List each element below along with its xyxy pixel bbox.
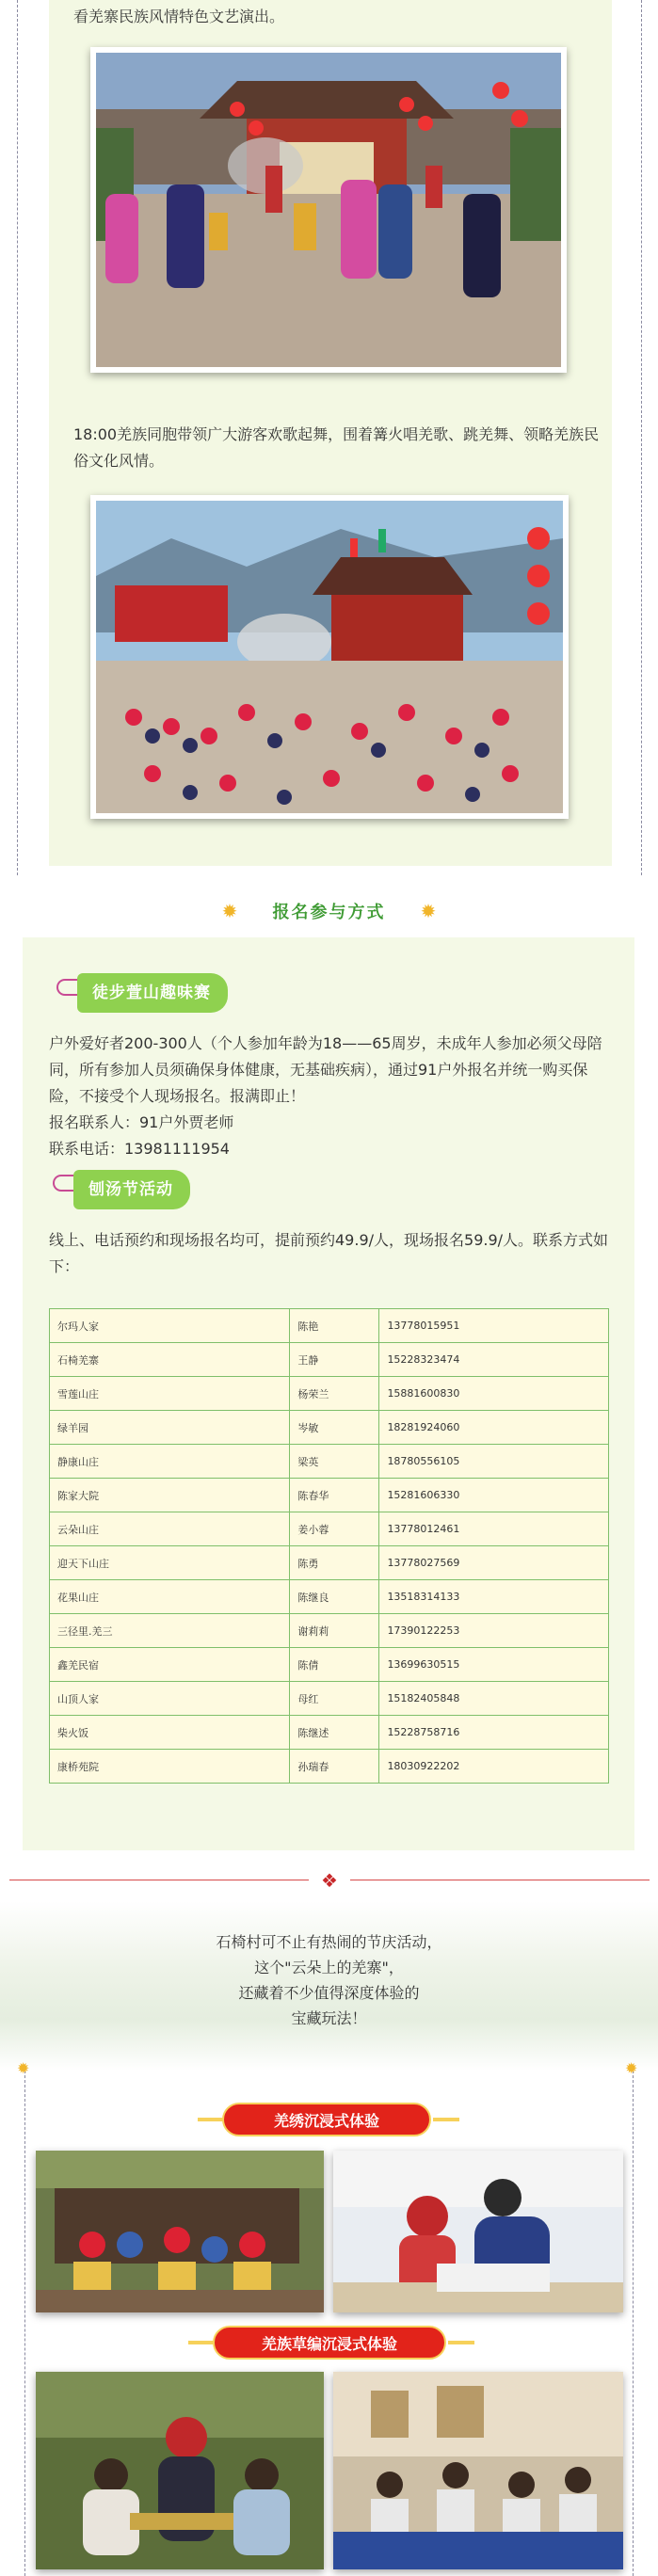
photo-straw-weaving [36,2372,324,2569]
contact-phone: 18780556105 [379,1445,609,1479]
contact-name: 岑敏 [290,1411,379,1445]
contact-phone: 17390122253 [379,1614,609,1648]
hike-tag: 徒步萱山趣味赛 [77,973,228,1013]
table-row [50,1580,609,1614]
contact-name: 陈继述 [290,1716,379,1750]
left-dashed-border-2 [24,2071,25,2576]
mist-line-2: 这个"云朵上的羌寨"， [254,1959,404,1976]
registration-heading: 报名参与方式 [272,903,386,922]
mist-line-3: 还藏着不少值得深度体验的 [238,1984,420,2002]
contact-name: 谢莉莉 [290,1614,379,1648]
hike-description: 户外爱好者200-300人（个人参加年龄为18——65周岁，未成年人参加必须父母陪同，所有参加人员须确保身体健康，无基础疾病），通过91户外报名并统一购买保险，不接受个人现场报名。报满即止！ [49,1034,602,1105]
contact-venue: 康桥苑院 [50,1750,290,1784]
table-row [50,1445,609,1479]
contact-name: 陈艳 [290,1309,379,1343]
contact-venue: 柴火饭 [50,1716,290,1750]
contact-name: 王静 [290,1343,379,1377]
contact-venue: 尔玛人家 [50,1309,290,1343]
badge-flank-left [188,2341,215,2344]
contact-venue: 石椅羌寨 [50,1343,290,1377]
contact-venue: 陈家大院 [50,1479,290,1512]
contact-name: 姜小蓉 [290,1512,379,1546]
contact-phone: 15228758716 [379,1716,609,1750]
tag-curl-decoration [56,979,79,996]
embroidery-badge: 羌绣沉浸式体验 [222,2103,431,2136]
hike-contact-phone: 联系电话：13981111954 [49,1140,230,1158]
embroidery-group-image [36,2151,324,2312]
contact-venue: 山顶人家 [50,1682,290,1716]
star-icon: ✹ [221,900,238,922]
table-row [50,1614,609,1648]
table-row [50,1682,609,1716]
photo-bonfire-dance [90,495,569,819]
contact-phone: 13778012461 [379,1512,609,1546]
contact-phone: 18281924060 [379,1411,609,1445]
table-row [50,1716,609,1750]
contact-phone: 15281606330 [379,1479,609,1512]
mist-line-4: 宝藏玩法！ [291,2009,367,2027]
contact-venue: 雪莲山庄 [50,1377,290,1411]
contact-phone: 13699630515 [379,1648,609,1682]
table-row [50,1309,609,1343]
table-row [50,1648,609,1682]
intro-text-2: 18:00羌族同胞带领广大游客欢歌起舞，围着篝火唱羌歌、跳羌舞、领略羌族民俗文化风情。 [73,425,600,470]
table-row [50,1411,609,1445]
table-row [50,1750,609,1784]
contact-venue: 静康山庄 [50,1445,290,1479]
contact-name: 梁英 [290,1445,379,1479]
right-dashed-border-2 [633,2071,634,2576]
contacts-table [49,1308,609,1784]
mist-text-block [0,1929,658,2031]
photo-embroidery-teaching [333,2151,623,2312]
contact-venue: 鑫羌民宿 [50,1648,290,1682]
contact-name: 杨荣兰 [290,1377,379,1411]
star-icon: ✹ [17,2059,30,2077]
contact-phone: 15182405848 [379,1682,609,1716]
star-icon: ✹ [625,2059,638,2077]
chinese-knot-icon: ❖ [321,1869,338,1892]
photo-embroidery-group [36,2151,324,2312]
contact-name: 母红 [290,1682,379,1716]
festival-tag: 刨汤节活动 [73,1170,190,1209]
contact-phone: 13518314133 [379,1580,609,1614]
intro-text-1: 看羌寨民族风情特色文艺演出。 [73,8,285,25]
star-icon: ✹ [420,900,437,922]
contact-name: 陈春华 [290,1479,379,1512]
contact-venue: 迎天下山庄 [50,1546,290,1580]
straw-weaving-class-image [333,2372,623,2569]
festival-description: 线上、电话预约和现场报名均可，提前预约49.9/人，现场报名59.9/人。联系方式如下： [49,1231,609,1275]
embroidery-teaching-image [333,2151,623,2312]
table-row [50,1512,609,1546]
contact-phone: 18030922202 [379,1750,609,1784]
tag-curl-decoration [53,1175,75,1192]
photo-straw-weaving-class [333,2372,623,2569]
badge-flank-right [448,2341,474,2344]
mist-line-1: 石椅村可不止有热闹的节庆活动， [216,1933,442,1951]
table-row [50,1377,609,1411]
contact-venue: 三径里.羌三 [50,1614,290,1648]
contact-phone: 15881600830 [379,1377,609,1411]
contact-venue: 云朵山庄 [50,1512,290,1546]
straw-weaving-image [36,2372,324,2569]
registration-heading-row [0,899,658,923]
straw-weaving-badge: 羌族草编沉浸式体验 [213,2326,446,2360]
badge-flank-left [198,2118,224,2121]
dance-scene-image [96,53,561,367]
contact-name: 陈倩 [290,1648,379,1682]
photo-dance-festival [90,47,567,373]
contact-name: 孙瑞春 [290,1750,379,1784]
table-row [50,1546,609,1580]
contact-venue: 绿羊园 [50,1411,290,1445]
badge-flank-right [433,2118,459,2121]
contact-phone: 13778015951 [379,1309,609,1343]
contact-name: 陈继良 [290,1580,379,1614]
hike-contact-person: 报名联系人：91户外贾老师 [49,1113,234,1131]
bonfire-scene-image [96,501,563,813]
contact-phone: 13778027569 [379,1546,609,1580]
left-dashed-border [17,0,18,875]
table-row [50,1343,609,1377]
contact-name: 陈勇 [290,1546,379,1580]
contact-venue: 花果山庄 [50,1580,290,1614]
contact-phone: 15228323474 [379,1343,609,1377]
table-row [50,1479,609,1512]
right-dashed-border [641,0,642,875]
